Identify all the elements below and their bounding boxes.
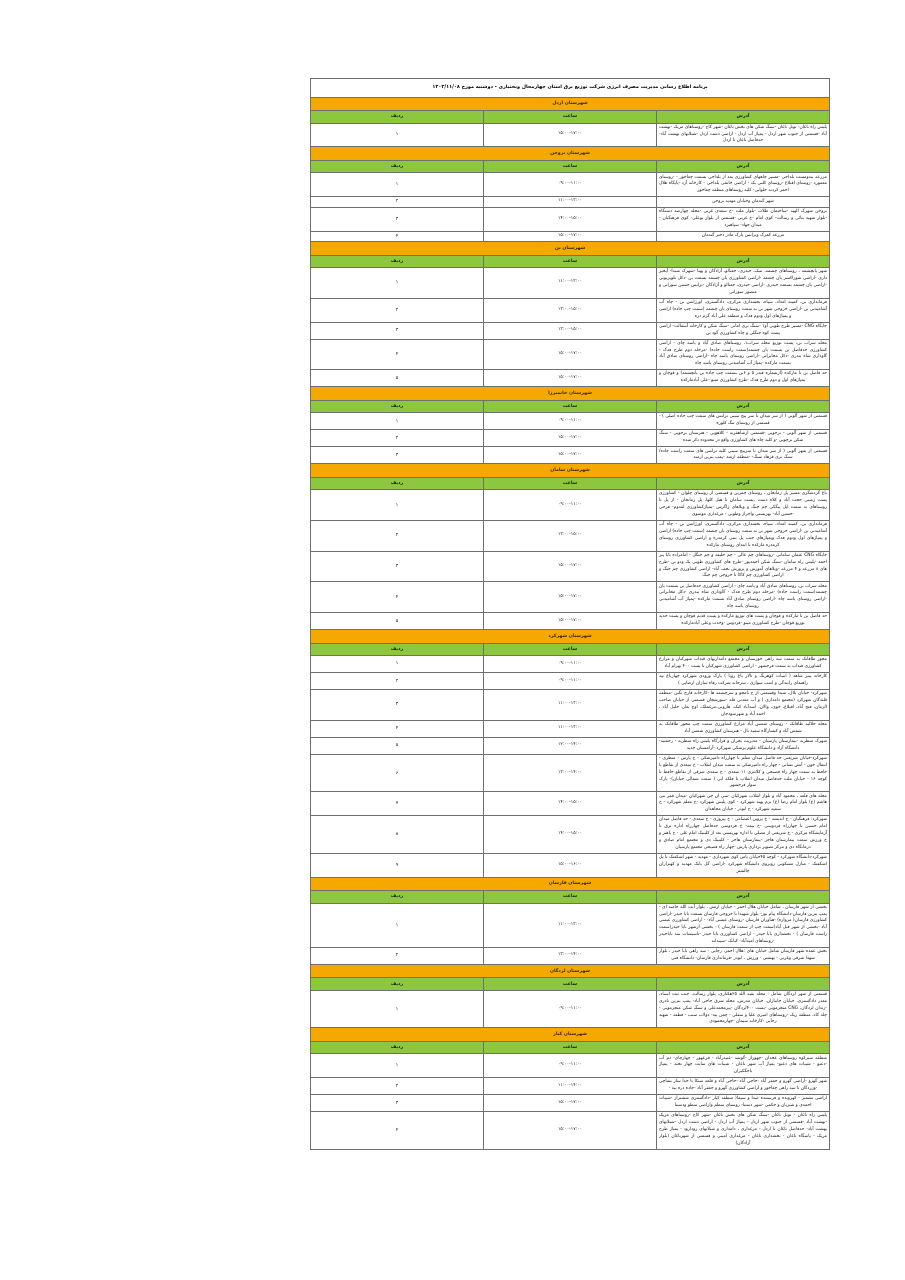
cell-time: ۱۵:۰۰-۱۷:۰۰	[484, 551, 657, 582]
city-band-row	[311, 97, 830, 110]
city-name: شهرستان لردگان	[311, 964, 830, 977]
cell-row-no: ۴	[311, 231, 484, 241]
cell-row-no: ۱	[311, 268, 484, 299]
column-header-time: ساعت	[484, 255, 657, 267]
cell-time: ۱۵:۰۰-۱۷:۰۰	[484, 613, 657, 630]
cell-address: محله سراب بن، روستاهای صادق آباد و یاسه چای - اراضی کشاورزی حدفاصل بن بسمت یان چشمه(سمت راست جاده) -مرحله دوم طرح فدک - گاوداری شاه بندری -دکل مخابراتی -اراضی روستای یاسه چاه -اراضی روستای صادق آباد بسمت مارکده -پمپاژ آب آشامیدنی روستای یاسه چاه	[657, 582, 830, 613]
cell-address: منطقه سبزکوه روستاهای عخدان -چهوراز -گوشه -عبیدرآباد - قرعهور - چهارچای- دم آب -دعنو - شیبات های دعنو- پمپاژ آب شهر ناغان - شیبات های سایت چهار تخنه - پمپاژ باجگکیران	[657, 1054, 830, 1078]
column-header-address: آدرس	[657, 255, 830, 267]
cell-row-no: ۸	[311, 816, 484, 854]
cell-row-no: ۳	[311, 1095, 484, 1112]
column-header-time: ساعت	[484, 400, 657, 412]
cell-time: ۱۳:۰۰-۱۵:۰۰	[484, 322, 657, 339]
cell-time: ۱۳:۰۰-۱۵:۰۰	[484, 520, 657, 551]
column-header-time: ساعت	[484, 978, 657, 990]
column-header-address: آدرس	[657, 1041, 830, 1053]
cell-time: ۱۴:۰۰-۱۵:۰۰	[484, 207, 657, 231]
table-row	[311, 673, 830, 690]
cell-row-no: ۷	[311, 792, 484, 816]
cell-address: محله سراب بن، پست توزیع محله سراب۱، روستاهای صادق آباد و یاسه چای - اراضی کشاورزی حدفاصل بن بسمت یان چشمه(سمت راست جاده) -مرحله دوم طرح فدک - گاوداری شاه بندری -دکل مخابراتی -اراضی روستای یاسه چاه -اراضی روستای صادق آباد بسمت مارکده -پمپاژ آب آشامیدنی روستای یاسه چاه	[657, 339, 830, 370]
cell-time: ۰۹:۰۰-۱۱:۰۰	[484, 1054, 657, 1078]
table-row	[311, 1095, 830, 1112]
cell-time: ۱۵:۰۰-۱۷:۰۰	[484, 582, 657, 613]
cell-row-no: ۲	[311, 673, 484, 690]
column-header-row	[311, 978, 830, 990]
cell-address: شهرکرد: فرهنگیان - خ اندیشه - خ پروین اعتصامی - خ پیروزی - خ سعدی - حد فاصل میدان امام حسین تا چهارراه فردوسی -خ بیمه- خ فردوسی حدفاصل چهارراه اداره برق تا آزمایشگاه مرکزی - خ شریعتی از مصلی تا اداره بهزیستی بعد از کلینیک امام علی - خ باهنر و خ ورزش سمت بیمارستان هاجر -بیمارستان هاجر - کلینیک دی و مجتمع امام صادق و درمانگاه دی و مرکز تصویر برداری پارس -چهار راه فصیحی مجتمع پارسیان	[657, 816, 830, 854]
city-name: شهرستان سامان	[311, 464, 830, 477]
cell-address: شهرکرد- خیابان بلال، شیدا وقسمتی از خ نامجو و سرچشمه ها -کارخانه قارچ نگین -منطقه قلندگان شهرکرد (مجتمع دامداری ) و آب معدنی قله -سورشجان قسمتی از خیابان صاحب الزمان، فتح آباد، اقبلاغ، خوی، والان، اسدآباد کنک، هارونی،مرغملک، اوج بغار، خلیل آباد ، احمد آباد و شهرسودجان	[657, 690, 830, 721]
column-header-row-no: ردیف	[311, 978, 484, 990]
column-header-address: آدرس	[657, 400, 830, 412]
cell-address: شهر گندمان وخیابان مهدیه بروجن	[657, 197, 830, 207]
cell-address: قسمتی از شهر آلونی - برجویی -قسمتی ازشاهقربه - کلاهویی - هنرستان برجویی - سنگ شکن برجویی -و کلیه چاه های کشاورزی واقع در محدوده ذکر شده	[657, 430, 830, 447]
outage-sheet	[310, 78, 830, 1150]
table-row	[311, 1078, 830, 1095]
table-row	[311, 1112, 830, 1150]
table-row	[311, 231, 830, 241]
column-header-row-no: ردیف	[311, 111, 484, 123]
cell-address: محله جلالیه طاقانک - روستای شمس آباد مزارع کشاورزی سمت چپ محور طاقانک به شمس آباد و کشتارگاه سفید بال - هنرستان کشاورزی شمس آباد	[657, 720, 830, 737]
table-row	[311, 370, 830, 387]
cell-row-no: ۲	[311, 520, 484, 551]
document-title-row	[311, 79, 830, 98]
cell-time: ۱۵:۰۰-۱۷:۰۰	[484, 339, 657, 370]
table-row	[311, 520, 830, 551]
cell-time: ۱۱:۰۰-۱۳:۰۰	[484, 690, 657, 721]
cell-address: شهرکرد-دانشگاه شهرکرد - کوچه ۴۵خیابان یاس کوی شهرداری - مهدیه - شهر اشکفتک تا پل اشکفتک - منازل مسکونی روبروی دانشگاه شهرکرد -اراضی گل بانک مهدیه و کهیزاران چالشتر	[657, 853, 830, 877]
cell-time: ۱۵:۰۰-۱۷:۰۰	[484, 430, 657, 447]
city-name: شهرستان بن	[311, 242, 830, 255]
cell-address: کارخانه پنیر شاهد ( ابنیات کوهرنگ و تالار باغ رویا ) پارک ورودی شهرکرد چهارباغ تپه راهنمای رانندگی و اسب سواری ، سرخانه شرکت رفاه سازان ارضایی )	[657, 673, 830, 690]
cell-row-no: ۲	[311, 298, 484, 322]
city-band-row	[311, 387, 830, 400]
table-row	[311, 853, 830, 877]
cell-time: ۱۵:۰۰-۱۶:۰۰	[484, 853, 657, 877]
table-row	[311, 690, 830, 721]
cell-time: ۰۹:۰۰-۱۱:۰۰	[484, 490, 657, 521]
table-row	[311, 413, 830, 430]
cell-address: بخشی از شهر فارسان ، شامل خیابان هلال احمر - خیابان ارتش ، بلوار آیت الله خامنه ای - پمپ بنزین فارسان-دانشگاه پیام نور- بلوار شهیدا تا خروجی فارسان بسمت بابا حیدر -اراضی کشاورزی فارسان( مروازه) -هنآوران فارسان -روستای عیسی آباد- - اراضی کشاورزی عیسی آباد -بخشی از شهر قبل آباد(سمت چپ از سمت فارسان ) - بخشی ازشهر بابا حیدر(سمت راست فارسان ) - بخشداری بابا حیدر - اراضی کشاورزی بابا حیدر -تاسیسات سد باباحیدر -روستاهای امیدآباد- کیانک -سیبدانه	[657, 903, 830, 947]
table-row	[311, 990, 830, 1028]
cell-time: ۱۱:۰۰-۱۴:۰۰	[484, 1078, 657, 1095]
table-row	[311, 656, 830, 673]
cell-address: پلیس راه ناغان- تونل ناغان -سنگ شکن های بخش ناغان -شهر کاج -روستاهای مریک -بهشت آباد -قسمتی از جنوب شهر اردل - پمپاژ آب اردل - اراضی دشت اردل -شبلانهای بهشت آباد- حدفاصل ناغان تا اردل	[657, 123, 830, 147]
city-band-row	[311, 464, 830, 477]
city-band-row	[311, 1028, 830, 1041]
cell-address: بروجن شهرک الهیه -ساختمان طلاب -بلوار ملت -خ سعدی غربی -محله چهارصد دستگاه -بلوار شهید بنائی و رسالت- کوی امام -خ غربی -قسمتی از بلوار بوعلی- کوی فرهنگیان - میدان جهاد- سپاهبرد	[657, 207, 830, 231]
table-row	[311, 947, 830, 964]
column-header-row-no: ردیف	[311, 160, 484, 172]
table-row	[311, 173, 830, 197]
cell-address: شهرکرد-خیابان شریعتی حد فاصل میدان معلم تا چهارراه دامپزشکی - خ پارس - منظری - انتقال خون - آتش نشانی - چهار راه دامپزشکی به سمت میدان انقلاب - خ سعدی از تقاطع با حافظ به سمت چهار راه قصبجی و کلانتری ۱۱ سعدی - خ سعدی شرقی از تقاطع حافظ تا کوچه ۱۶ - خیابان ملت حدفاصل میدان انقلاب تا فلکه ابی ( سمت شمالی خیابان)- پارک سوار فرخشهر	[657, 754, 830, 792]
column-header-address: آدرس	[657, 111, 830, 123]
table-row	[311, 613, 830, 630]
column-header-time: ساعت	[484, 643, 657, 655]
cell-time: ۱۳:۰۰-۱۵:۰۰	[484, 298, 657, 322]
cell-row-no: ۱	[311, 903, 484, 947]
cell-row-no: ۵	[311, 737, 484, 754]
city-name: شهرستان بروجن	[311, 147, 830, 160]
cell-row-no: ۵	[311, 370, 484, 387]
cell-row-no: ۳	[311, 447, 484, 464]
column-header-address: آدرس	[657, 643, 830, 655]
cell-row-no: ۳	[311, 551, 484, 582]
cell-address: قسمتی از شهر آلونی ( از سر میدان تا سرپیچ سینی کلیه ترانس های سمت راست جاده/سنگ بری فرهاد سنگ- -منطقه ارمند -پمپ بنزین ارمند	[657, 447, 830, 464]
city-name: شهرستان شهرکرد	[311, 630, 830, 643]
cell-time: ۱۵:۰۰-۱۷:۰۰	[484, 1095, 657, 1112]
cell-address: محور طاقانک به سمت سه راهی خوزستان و مجتمع دامداریهای قنداب شهرکیان و مزارع کشاورزی قنداب به سمت فرخشهر - اراضی کشاورزی شهرکیان تا پست ۴۰۰ بهرام آباد	[657, 656, 830, 673]
table-row	[311, 123, 830, 147]
column-header-time: ساعت	[484, 1041, 657, 1053]
cell-time: ۱۳:۰۰-۱۴:۰۰	[484, 947, 657, 964]
table-row	[311, 268, 830, 299]
table-row	[311, 298, 830, 322]
table-row	[311, 207, 830, 231]
cell-row-no: ۴	[311, 1112, 484, 1150]
document-title: برنامه اطلاع رسانی مدیریت مصرف انرژی شرکت توزیع برق استان چهارمحال وبختیاری - دوشنبه مورخ ۱۴۰۳/۱۱/۰۸	[311, 79, 830, 98]
cell-address: جایگاه CNG -مسیر طرح طوبی آو۱ -سنگ بری امانی -سنگ شکن و کارخانه آسفالت- اراضی پشت کوه جنگلی و چاه کشاورزی گود بن	[657, 322, 830, 339]
cell-address: اراضی تشمبر - کهرونده و فرستنده صدا و سیما( منطقه کیار -دادگستری ششتراز -شیبات احمدی و شیربان و حکمی -شهر دستنا- روستای سطم واراضی سطو ودستنا	[657, 1095, 830, 1112]
cell-row-no: ۱	[311, 1054, 484, 1078]
table-row	[311, 490, 830, 521]
column-header-time: ساعت	[484, 477, 657, 489]
cell-row-no: ۲	[311, 947, 484, 964]
cell-time: ۱۵:۰۰-۱۷:۰۰	[484, 370, 657, 387]
cell-time: ۰۹:۰۰-۱۱:۰۰	[484, 173, 657, 197]
table-row	[311, 339, 830, 370]
column-header-time: ساعت	[484, 160, 657, 172]
cell-address: جایگاه CNG عثمان سامانی -روستاهای چم عالی - چم خلیفه و چم جنگل - امامزاده بابا پیر احمد -پلیس راه سامان -سنگ شکن احمدپور -طرح های کشاورزی طوبی یک ودو بن -طرح های ۸ مزرعه و ۴ مزرعه -ویلاهای آموزش و پرورش نجف آباد- اراضی کشاورزی چم جنگ و اراضی کشاورزی چم کاکا تا خروجی چم جنگ	[657, 551, 830, 582]
table-row	[311, 582, 830, 613]
cell-address: مزرعه بندومست بلداجی -مسیر چاههای کشاورزی بعد از بلداجی بسمت چغاخور - -روستای معمورد -روستای اقبلاغ -روستای کلنی بک - اراضی خانمی بلداجی - کارخانه آرد -پایگاه هلال احمر کردنه حلوایی- کلیه روستاهای منطقه چغاخور	[657, 173, 830, 197]
city-band-row	[311, 964, 830, 977]
column-header-row	[311, 160, 830, 172]
cell-row-no: ۶	[311, 754, 484, 792]
outage-table	[310, 78, 830, 1150]
table-row	[311, 754, 830, 792]
cell-time: ۱۳:۰۰-۱۴:۰۰	[484, 754, 657, 792]
cell-row-no: ۱	[311, 173, 484, 197]
column-header-address: آدرس	[657, 891, 830, 903]
cell-row-no: ۹	[311, 853, 484, 877]
cell-address: حد فاصل بن تا مارکده و قوچان و پست های توزیع مارکده و پست قدیم قوچان و پست جدید توزیع قوچان -طرح کشاورزی مینو -فردوس -وحدت وعلی آبادمارکده	[657, 613, 830, 630]
cell-row-no: ۲	[311, 197, 484, 207]
table-row	[311, 197, 830, 207]
cell-row-no: ۲	[311, 1078, 484, 1095]
cell-row-no: ۱	[311, 123, 484, 147]
column-header-row-no: ردیف	[311, 255, 484, 267]
cell-time: ۱۵:۰۰-۱۷:۰۰	[484, 231, 657, 241]
city-name: شهرستان کیار	[311, 1028, 830, 1041]
city-band-row	[311, 877, 830, 890]
cell-row-no: ۳	[311, 322, 484, 339]
cell-time: ۱۵:۰۰-۱۷:۰۰	[484, 1112, 657, 1150]
cell-time: ۱۴:۰۰-۱۵:۰۰	[484, 816, 657, 854]
city-name: شهرستان خانمیرزا	[311, 387, 830, 400]
table-row	[311, 447, 830, 464]
cell-address: حد فاصل بن تا مارکده (ازشماره فیدر ۵ و ۶بن بسمت چپ جاده بن یانچشمه) و قوچان و پمپاژهای اول و دوم طرح فدک -طرح کشاورزی مینو -علی آبادمارکده	[657, 370, 830, 387]
column-header-row	[311, 111, 830, 123]
city-name: شهرستان اردل	[311, 97, 830, 110]
cell-address: محله های قلعه ، محمود آباد و بلوار انقلاب شهرکیان -سی ان جی شهرکیان -میدان قمر بنی هاشم (ع) بلوار امام رضا (ع) برم پهنه شهرکرد - کوی پلیس شهرکرد -خ معلم شهرکرد - خ سمیه شهرکرد - خ ابوذر - خیابان مجاهدان	[657, 792, 830, 816]
cell-address: قسمتی از شهر لردگان شامل : محله بقیه الله ۲۵هکتاری، بلوار رسالت، جنب ثبت اسناد، معذر دادگستری، خیابان جانبازان، خیابان مدرس، محله شرق حاجی آباد- پمپ بنزین نادری -زندان لردگان، CNG منجرمویی -پست ۴۰۰لردگان -پیرمحمدعلی و سنگ شکن منجرمویی - چله کاد، منطقه ریک -روستاهای امیری علیا و سفلی - چمن بید- دولاب سبب - قطعه - شهید رجایی -کارخانه سیمان -چهارمحمودی	[657, 990, 830, 1028]
table-row	[311, 720, 830, 737]
column-header-row	[311, 1041, 830, 1053]
column-header-row-no: ردیف	[311, 477, 484, 489]
column-header-time: ساعت	[484, 891, 657, 903]
cell-time: ۱۱:۰۰-۱۳:۰۰	[484, 720, 657, 737]
cell-address: شهرک منظریه -بیمارستان پارسیان - مدیریت بحران و قرارگاه پلیس راه منظریه - رحمتیه- دانشگاه آزاد و دانشگاه علوم پزشکی شهرکرد -آرامستان جدید	[657, 737, 830, 754]
table-row	[311, 903, 830, 947]
cell-time: ۱۵:۰۰-۱۷:۰۰	[484, 123, 657, 147]
column-header-row-no: ردیف	[311, 643, 484, 655]
cell-row-no: ۲	[311, 430, 484, 447]
column-header-row	[311, 643, 830, 655]
cell-time: ۰۹:۰۰-۱۱:۰۰	[484, 656, 657, 673]
outage-table-body	[311, 79, 830, 1150]
cell-address: قسمتی از شهر آلونی ( از سر میدان تا سر پیچ سینی ترانس های سمت چپ جاده اصلی ) - قسمتی از روستای تنگ کلوره	[657, 413, 830, 430]
cell-row-no: ۴	[311, 720, 484, 737]
cell-row-no: ۳	[311, 690, 484, 721]
cell-row-no: ۱	[311, 990, 484, 1028]
cell-address: پلیس راه ناغان - تونل ناغان -سنگ شکن های بخش ناغان -شهر کاج -روستاهای مریک -بهشت آباد -قسمتی از جنوب شهر اردل - پمپاژ آب اردل - اراضی دشت اردل -شبلانهای بهشت آباد- حدفاصل ناغان تا اردل - مرغداری ، دامداری و شبلانهای رودارود - پمپاژ طرح مریک - پاسگاه ناغان - بخشداری ناغان - مرغداری امینی و قسمتی از شهرناغان (بلوار آزادگان)	[657, 1112, 830, 1150]
table-row	[311, 322, 830, 339]
table-row	[311, 816, 830, 854]
column-header-row	[311, 400, 830, 412]
city-band-row	[311, 242, 830, 255]
cell-row-no: ۱	[311, 490, 484, 521]
column-header-address: آدرس	[657, 160, 830, 172]
city-band-row	[311, 630, 830, 643]
column-header-row-no: ردیف	[311, 400, 484, 412]
cell-address: باغ گردشگری مسیر پل زمانخان ، روستای چمزین و قسمتی از روستای چلوان - کشاورزی پست زمینی حجت آباد و کلاه دست ،پست سامان تا هتل کلها، پل زمانخان - از پل تا روستاهای به سمت اپل بیگکی چم جنگ و ویلاهای زاگرس -پمپاژکشاورزی لقدوم- فرجی -حسین آباد- بهزیستی واحراز وطوبی - مرغداری موسوی	[657, 490, 830, 521]
cell-address: فرمانداری بن، کمیته امداد، سپاه، بخشداری مرکزی، دادگستری، اورژانس بن - چاه آب آشامیدنی بن -اراضی خروجی شهر بن به سمت روستای یان چشمه (سمت چپ جاده) اراضی و پمپاژهای اول ودوم فدک وپمپاژهای جنب پل بتنی کرمدره و اراضی کشاورزی روستای کرمدره مارکده تا ابتدای روستای مارکده	[657, 520, 830, 551]
cell-time: ۱۴:۰۰-۱۵:۰۰	[484, 792, 657, 816]
cell-row-no: ۳	[311, 207, 484, 231]
column-header-row	[311, 477, 830, 489]
cell-time: ۱۵:۰۰-۱۷:۰۰	[484, 447, 657, 464]
column-header-address: آدرس	[657, 477, 830, 489]
cell-time: ۰۹:۰۰-۱۱:۰۰	[484, 990, 657, 1028]
table-row	[311, 430, 830, 447]
city-band-row	[311, 147, 830, 160]
column-header-row	[311, 891, 830, 903]
cell-address: شهر گهرو -اراضی گهرو و جعفر آباد -حاجی آباد -حاجی آباد و قلعه سنکا تا جدا ساز بشاچی -وزردگان تا سه راهی چغاخور و اراضی کشاورزی گهرو و جعفر آباد -جاده دره بید -	[657, 1078, 830, 1095]
column-header-time: ساعت	[484, 111, 657, 123]
cell-time: ۰۹:۰۰-۱۱:۰۰	[484, 413, 657, 430]
table-row	[311, 792, 830, 816]
cell-time: ۱۱:۰۰-۱۳:۰۰	[484, 197, 657, 207]
cell-time: ۱۱:۰۰-۱۳:۰۰	[484, 268, 657, 299]
cell-row-no: ۵	[311, 613, 484, 630]
cell-address: بخش عمده شهر فارسان شامل خیابان های :هلال احمر، رجایی - سه راهی بابا حیدر ، بلوار شهدا شرقی وغربی - بهشتی - ورزش ، ابوذر -فرمانداری فارسان- دانشگاه فنی	[657, 947, 830, 964]
cell-address: مزرعه کمرک وترانس پارک مادر دختر گندمان	[657, 231, 830, 241]
cell-time: ۰۹:۰۰-۱۱:۰۰	[484, 673, 657, 690]
cell-row-no: ۴	[311, 582, 484, 613]
city-name: شهرستان فارسان	[311, 877, 830, 890]
table-row	[311, 551, 830, 582]
column-header-address: آدرس	[657, 978, 830, 990]
table-row	[311, 1054, 830, 1078]
cell-row-no: ۴	[311, 339, 484, 370]
cell-row-no: ۱	[311, 413, 484, 430]
cell-address: فرمانداری بن، کمیته امداد، سپاه، بخشداری مرکزی، دادگستری، اورژانس بن - چاه آب آشامیدنی بن -اراضی خروجی شهر بن به سمت روستای یان چشمه (سمت چپ جاده) اراضی و پمپاژهای اول ودوم فدک و منطقه علی آباد گرم دره	[657, 298, 830, 322]
column-header-row-no: ردیف	[311, 1041, 484, 1053]
column-header-row-no: ردیف	[311, 891, 484, 903]
cell-time: ۱۲:۰۰-۱۴:۰۰	[484, 737, 657, 754]
column-header-row	[311, 255, 830, 267]
cell-time: ۱۱:۰۰-۱۳:۰۰	[484, 903, 657, 947]
cell-address: شهر یانچشمه ، روستاهای چشمه، تنبک، حیدری، جعنالو، آزادگان و پهنا -شهرک شبدا- آبخیز داری -اراضی شوراکسر یان چشمه -اراضی کشاورزی یان چشمه بسمت بن -دکل تلویزیونی -اراضی یان چشمه بسمت حیدری -اراضی حیدری، جعنالو و آزادگان -ترانس حسین سورانی و منصور سورانی	[657, 268, 830, 299]
cell-row-no: ۱	[311, 656, 484, 673]
table-row	[311, 737, 830, 754]
